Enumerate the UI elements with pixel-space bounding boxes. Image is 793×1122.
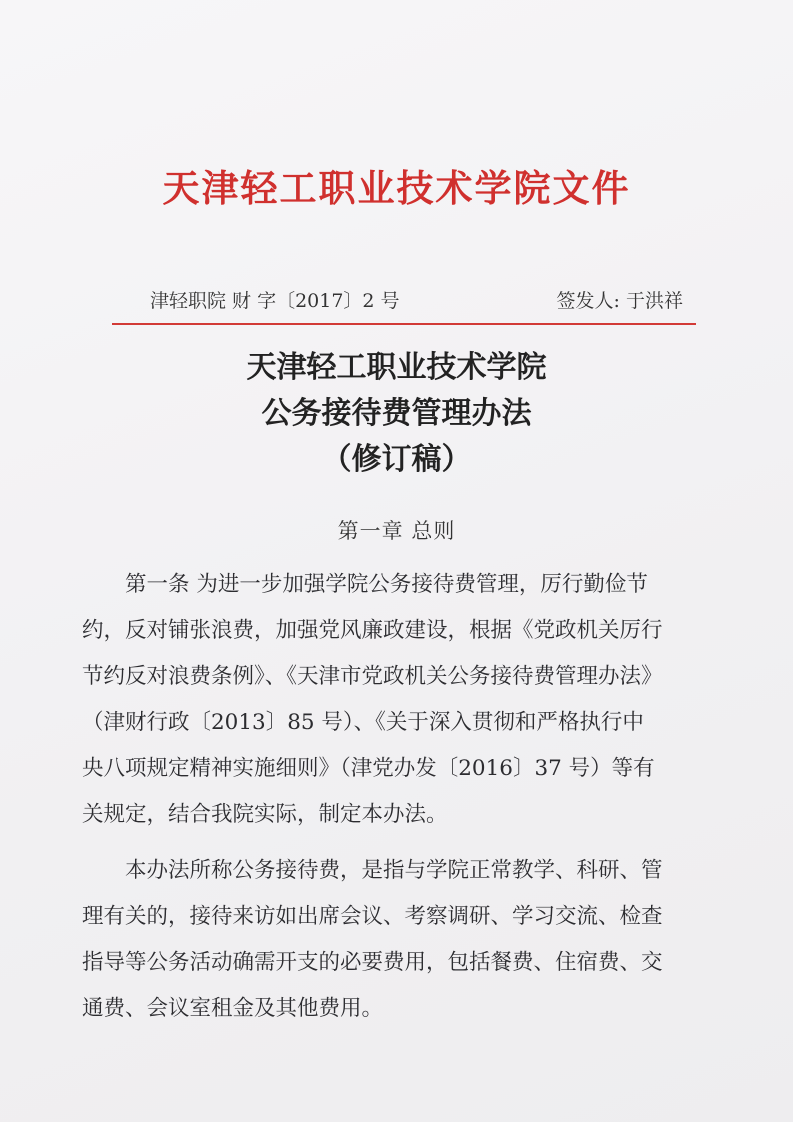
document-number: 津轻职院 财 字〔2017〕2 号 [150,290,400,312]
text-line: 节约反对浪费条例》、《天津市党政机关公务接待费管理办法》 [82,664,663,689]
text-line: （津财行政〔2013〕85 号）、《关于深入贯彻和严格执行中 [82,710,644,735]
document-title [0,345,793,483]
text-line: 通费、会议室租金及其他费用。 [82,996,384,1021]
text-line: 理有关的，接待来访如出席会议、考察调研、学习交流、检查 [82,904,663,929]
text-line: 第一条 为进一步加强学院公务接待费管理，厉行勤俭节 [82,572,648,597]
text-line: 约，反对铺张浪费，加强党风廉政建设，根据《党政机关厉行 [82,618,663,643]
paragraph-spacer [82,838,732,848]
paragraph-2 [82,848,732,1032]
text-line: 央八项规定精神实施细则》（津党办发〔2016〕37 号）等有 [82,756,655,781]
title-line-1: 天津轻工职业技术学院 [246,350,547,385]
text-line: 本办法所称公务接待费，是指与学院正常教学、科研、管 [82,858,663,883]
body-text [82,562,732,1032]
red-header-title: 天津轻工职业技术学院文件 [162,166,631,210]
text-line: 关规定，结合我院实际，制定本办法。 [82,802,448,827]
document-meta-row [150,286,683,313]
text-line: 指导等公务活动确需开支的必要费用，包括餐费、住宿费、交 [82,950,663,975]
chapter-heading: 第一章 总则 [337,519,456,543]
red-divider-line [112,323,696,325]
title-line-2: 公务接待费管理办法 [261,396,532,431]
issuer: 签发人: 于洪祥 [556,290,683,312]
paragraph-1 [82,562,732,838]
title-line-3: （修订稿） [321,442,472,477]
